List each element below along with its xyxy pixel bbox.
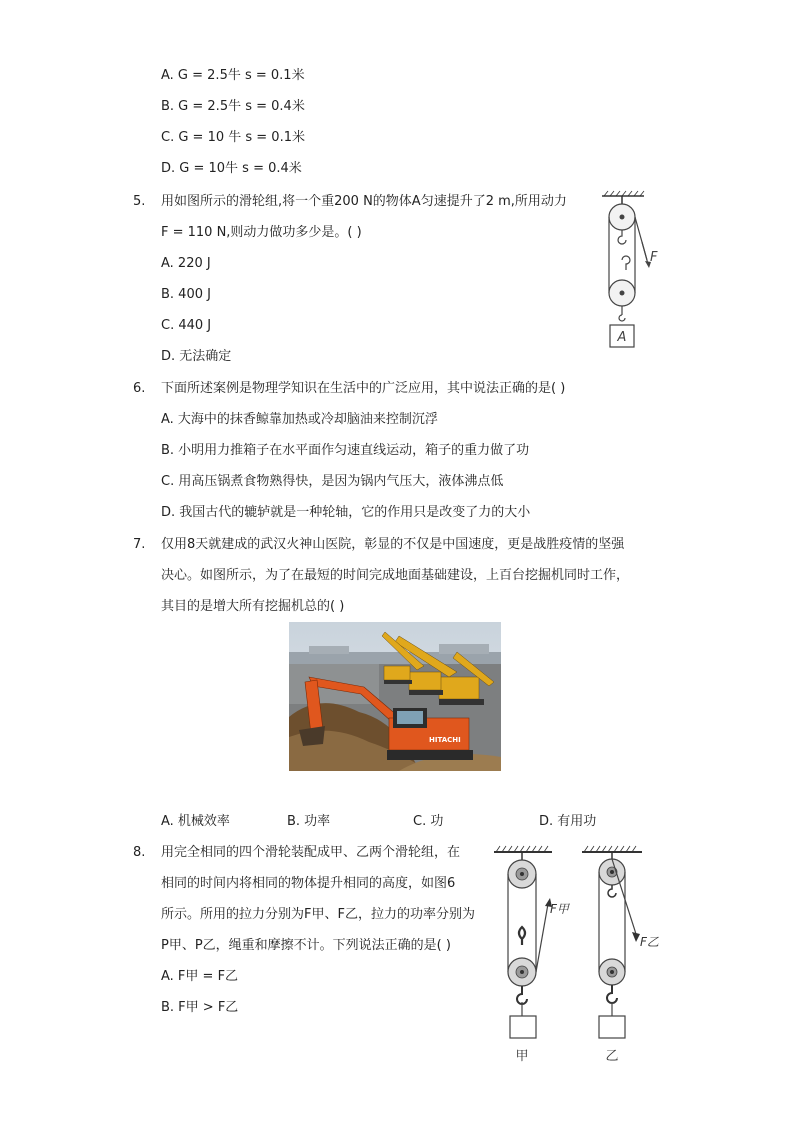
- q5-force-label: F: [650, 250, 658, 265]
- q8-option-b: B. F甲 > F乙: [161, 1000, 239, 1015]
- q6-option-b: B. 小明用力推箱子在水平面作匀速直线运动，箱子的重力做了功: [161, 443, 530, 458]
- q5-option-c: C. 440 J: [161, 318, 212, 333]
- q8-stem-line2: 相同的时间内将相同的物体提升相同的高度，如图6: [161, 876, 456, 891]
- q6-option-d: D. 我国古代的辘轳就是一种轮轴，它的作用只是改变了力的大小: [161, 505, 531, 520]
- q6-option-c: C. 用高压锅煮食物熟得快，是因为锅内气压大，液体沸点低: [161, 474, 504, 489]
- q7-stem-line1: 仅用8天就建成的武汉火神山医院，彰显的不仅是中国速度，更是战胜疫情的坚强: [161, 537, 625, 552]
- q5-pulley-figure: [598, 190, 668, 352]
- q4-option-c: C. G = 10 牛 s = 0.1米: [161, 130, 305, 145]
- q5-block-label: A: [617, 330, 627, 345]
- q4-option-d: D. G = 10牛 s = 0.4米: [161, 161, 302, 176]
- q8-stem-line4: P甲、P乙，绳重和摩擦不计。下列说法正确的是( ): [161, 938, 451, 953]
- q7-option-d: D. 有用功: [539, 814, 597, 829]
- q8-label-jia: 甲: [515, 1049, 529, 1064]
- q7-option-a: A. 机械效率: [161, 814, 230, 829]
- q4-option-b: B. G = 2.5牛 s = 0.4米: [161, 99, 305, 114]
- excavators-photo: [289, 622, 501, 771]
- q4-option-a: A. G = 2.5牛 s = 0.1米: [161, 68, 305, 83]
- q8-option-a: A. F甲 = F乙: [161, 969, 239, 984]
- q5-option-a: A. 220 J: [161, 256, 211, 271]
- q5-option-b: B. 400 J: [161, 287, 211, 302]
- q8-force-right-label: F乙: [640, 935, 659, 949]
- q7-option-c: C. 功: [413, 814, 444, 829]
- q7-option-b: B. 功率: [287, 814, 331, 829]
- q5-option-d: D. 无法确定: [161, 349, 232, 364]
- q7-stem-line3: 其目的是增大所有挖掘机总的( ): [161, 599, 345, 614]
- q8-number: 8.: [133, 845, 146, 860]
- q8-stem-line3: 所示。所用的拉力分别为F甲、F乙，拉力的功率分别为: [161, 907, 475, 922]
- q8-label-yi: 乙: [605, 1049, 619, 1064]
- q8-pulley-figure: [490, 842, 670, 1068]
- q8-force-left-label: F甲: [550, 902, 569, 916]
- q7-stem-line2: 决心。如图所示，为了在最短的时间完成地面基础建设，上百台挖掘机同时工作，: [161, 568, 630, 583]
- q5-number: 5.: [133, 194, 146, 209]
- q5-stem-line1: 用如图所示的滑轮组,将一个重200 N的物体A匀速提升了2 m,所用动力: [161, 194, 567, 209]
- q6-stem: 下面所述案例是物理学知识在生活中的广泛应用，其中说法正确的是( ): [161, 381, 566, 396]
- q7-number: 7.: [133, 537, 146, 552]
- q5-stem-line2: F = 110 N,则动力做功多少是。( ): [161, 225, 362, 240]
- q6-number: 6.: [133, 381, 146, 396]
- q8-stem-line1: 用完全相同的四个滑轮装配成甲、乙两个滑轮组，在: [161, 845, 461, 860]
- excavator-brand-text: HITACHI: [429, 736, 461, 744]
- q6-option-a: A. 大海中的抹香鲸靠加热或冷却脑油来控制沉浮: [161, 412, 438, 427]
